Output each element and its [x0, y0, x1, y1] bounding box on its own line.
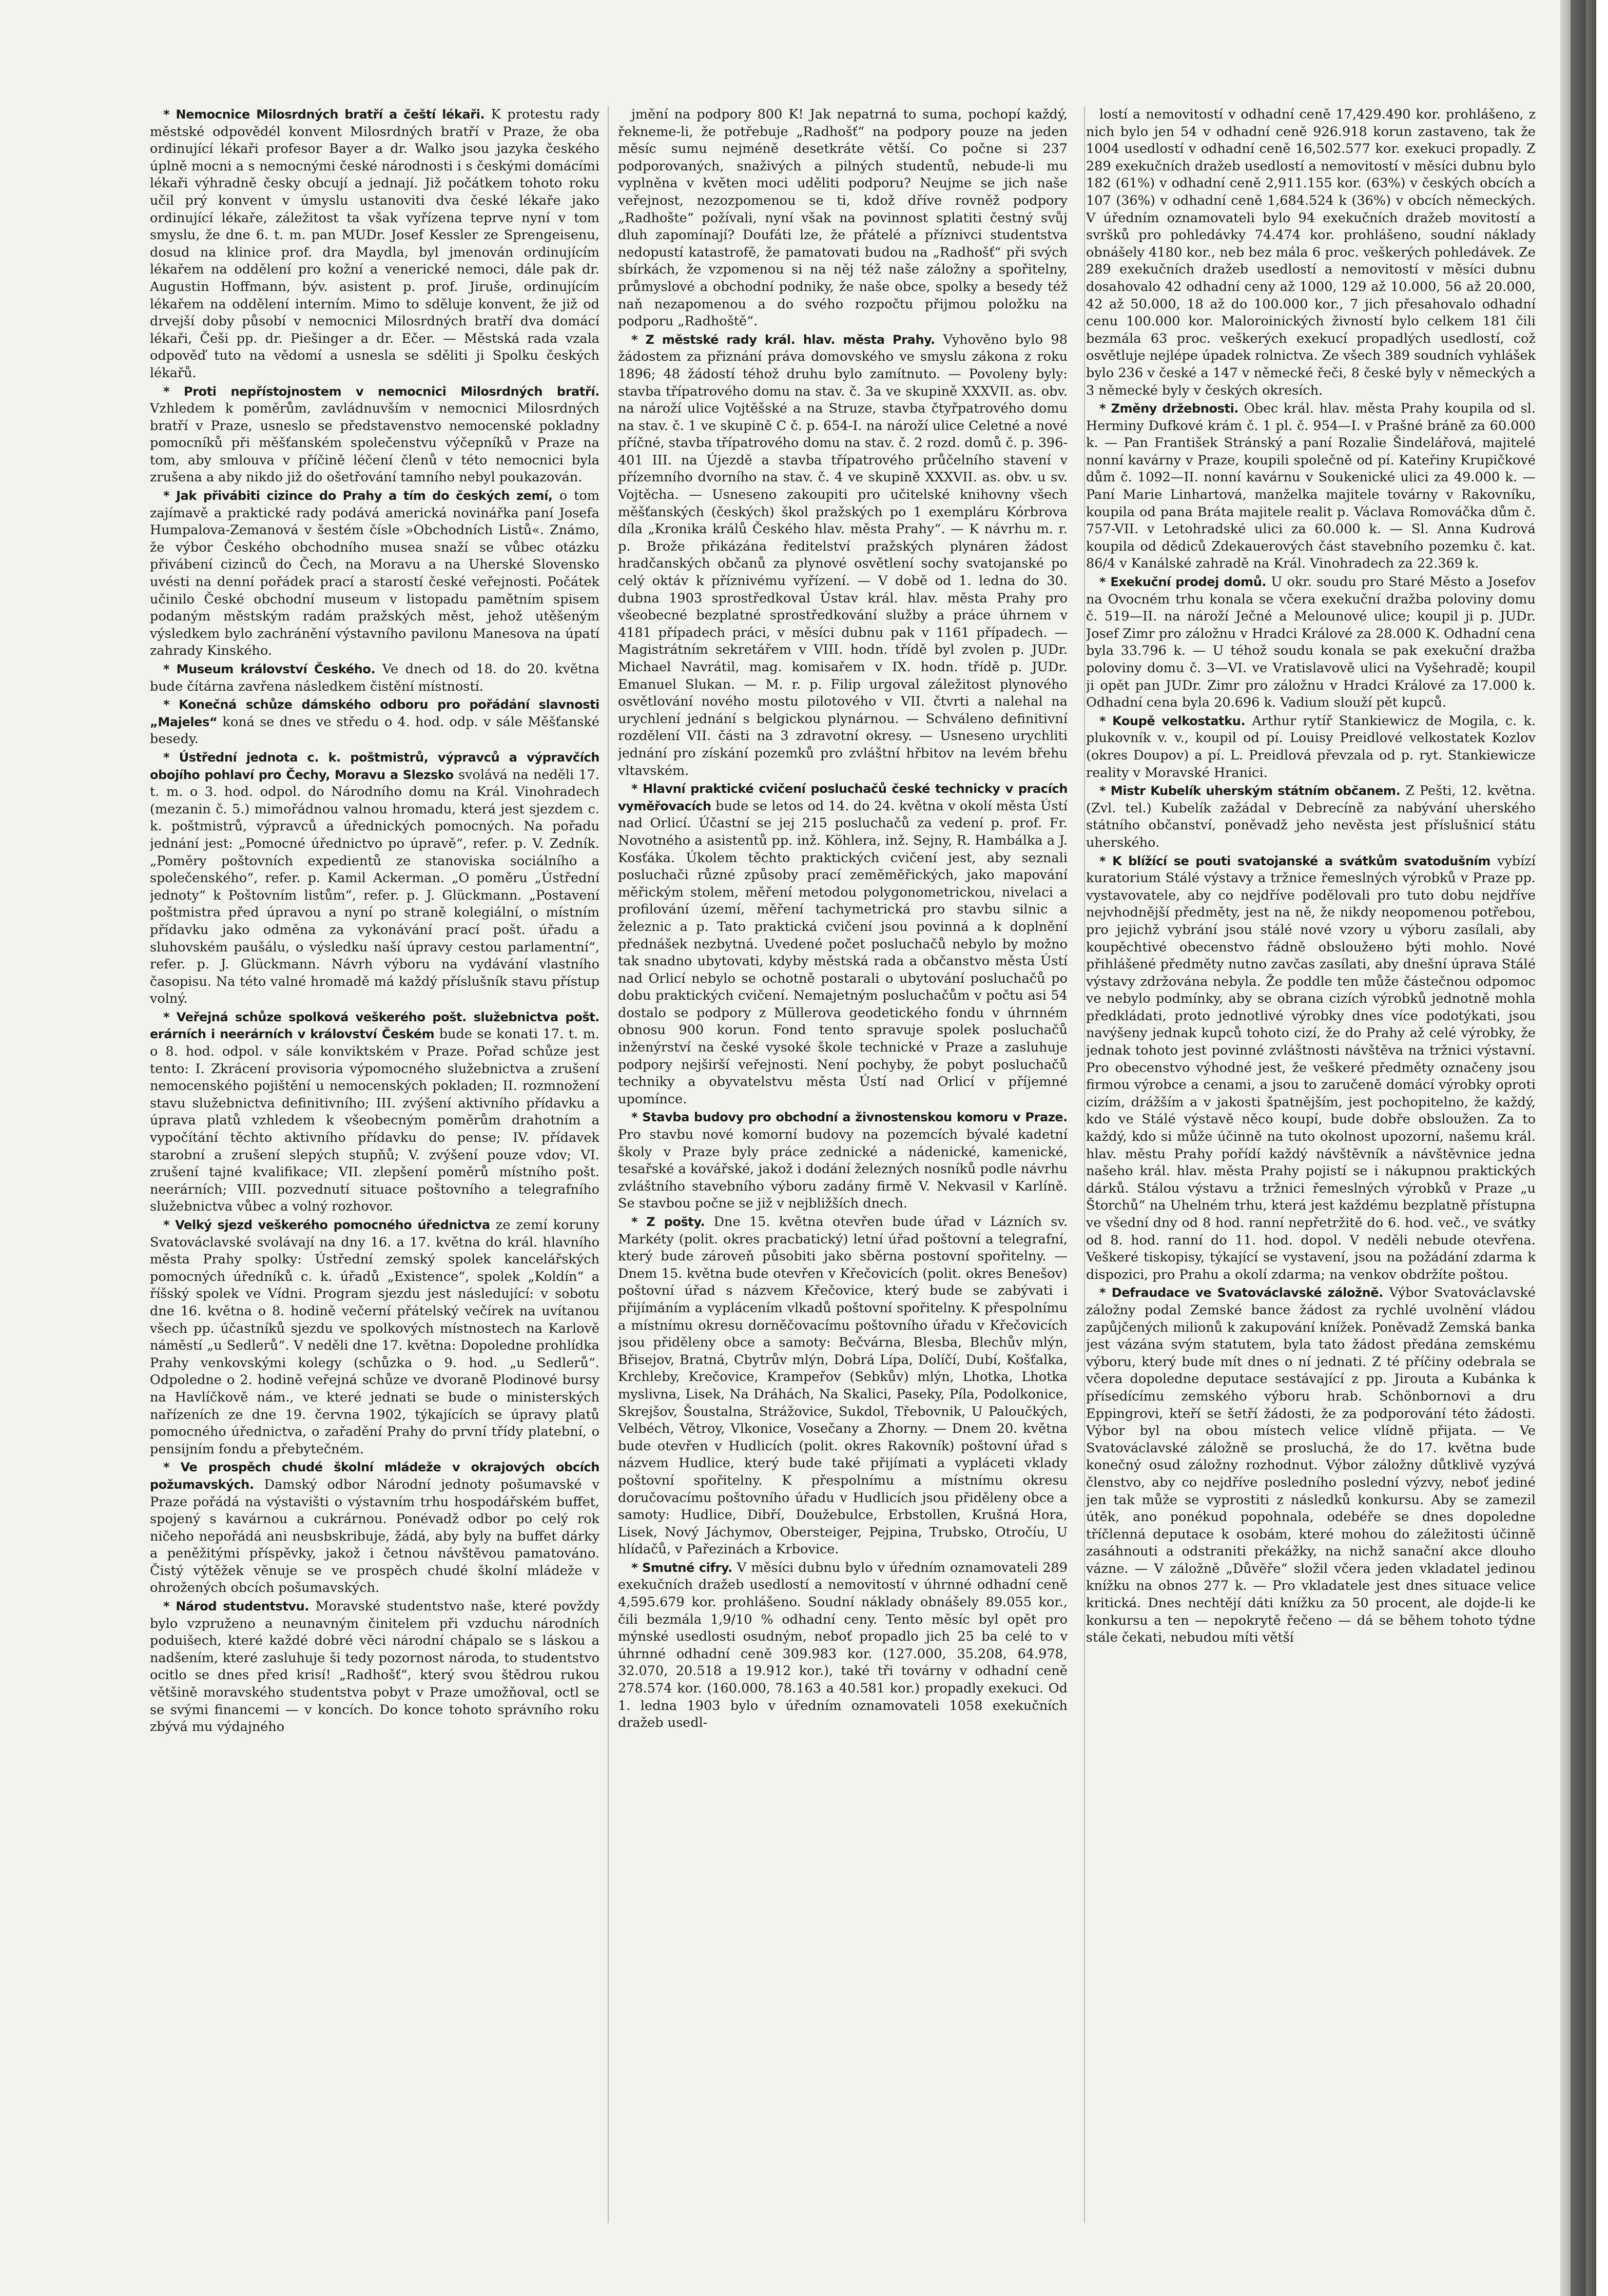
news-item-text: Z Pešti, 12. května. (Zvl. tel.) Kubelík zažádal v Debrecíně za nabývání uherského státního občanství, poněvadž jeho nevěsta jest příslušnicí státu uherského. [1086, 783, 1536, 850]
news-item [1086, 713, 1536, 782]
news-item [1086, 783, 1536, 851]
news-item-text: koná se dnes ve středu o 4. hod. odp. v sále Měšťanské besedy. [150, 714, 599, 747]
news-item-headline: * Exekuční prodej domů. [1099, 575, 1267, 590]
news-item-text: svolává na neděli 17. t. m. o 3. hod. odpol. do Národního domu na Král. Vinohradech (mezanin č. 5.) mimořádnou valnou hromadu, která jest sjezdem c. k. poštmistrů, výpravců a úřednických pomocných. Na pořadu jednání jest: „Pomocné úřednictvo po úpravě“, refer. p. V. Zedník. „Poměry poštovních expedientů ze stanoviska sociálního a společenského“, refer. p. Kamil Ackerman. „O poměru „Ústřední jednoty“ k Poštovním listům“, refer. p. J. Glückmann. „Postavení poštmistra před úpravou a nyní po straně kolegiální, o místním přídavku jako odměna za vykonávání prací pošt. úřadu a sluhovském paušálu, o výsledku naší úpravy cestou parlamentní“, refer. p. J. Glückmann. Návrh výboru na vydávání vlastního časopisu. Na této valné hromadě má každý příslušník stavu přístup volný. [150, 767, 599, 1007]
news-item-headline: * Smutné cifry. [631, 1560, 732, 1575]
news-item [150, 488, 599, 660]
news-item-text: Moravské studentstvo naše, které povždy bylo vzpruženo a neunavným činitelem při vzduchu národních poduišech, které každé dobré věci národní chápalo se s láskou a nadšením, které zasluhuje ši tedy pozornost národa, to studentstvo ocitlo se dnes před krisí! „Radhošť“, který svou štědrou rukou většině moravského studentstva pobyt v Praze umožňoval, octl se se svými financemi — v koncích. Do konce tohoto správního roku zbývá mu výdajného [150, 1599, 599, 1735]
news-item [150, 696, 599, 748]
news-item-text: lostí a nemovitostí v odhadní ceně 17,429.490 kor. prohlášeno, z nich bylo jen 54 v odhadní ceně 926.918 korun zastaveno, tak že 1004 usedlostí v odhadní ceně 16,502.577 kor. exekuci propadly. Z 289 exekučních dražeb usedlostí a nemovitostí v měsíci dubnu bylo 182 (61%) v odhadní ceně 2,911.155 kor. (63%) v českých obcích a 107 (36%) v odhadní ceně 1,684.524 k (36%) v obcích německých. V úředním oznamovateli bylo 94 exekučních dražeb movitostí a svršků pro pohledávky 74.474 kor. prohlášeno, soudní náklady obnášely 4180 kor., neb bez mála 6 proc. veškerých pohledávek. Ze 289 exekučních dražeb usedlostí a nemovitostí v měsíci dubnu dosahovalo 42 odhadní ceny až 1000, 129 až 10.000, 56 až 20.000, 42 až 50.000, 18 až do 100.000 kor., 7 jich přesahovalo odhadní cenu 100.000 kor. Maloroinických živností bylo celkem 181 čili bezmála 63 proc. veškerých exekucí propadlých usedlostí, což osvětluje nejlépe úpadek rolnictva. Ze všech 389 soudních vyhlášek bylo 236 v české a 147 v německé řeči, 8 české byly v německých a 3 německé byly v českých okresích. [1086, 107, 1536, 398]
news-item [150, 1009, 599, 1216]
news-item-text: Ve dnech od 18. do 20. května bude čítárna zavřena následkem čistění místností. [150, 661, 599, 694]
news-item-headline: * Koupě velkostatku. [1099, 713, 1246, 728]
column-3 [1086, 106, 1536, 2223]
news-item-headline: * Z městské rady král. hlav. města Prahy. [631, 332, 935, 347]
news-item [618, 1560, 1068, 1732]
news-item-text: Arthur rytíř Stankiewicz de Mogila, c. k. plukovník v. v., koupil od pí. Louisy Preidlové velkostatek Kozlov (okres Doupov) a pí. L. Preidlová převzala od p. ryt. Stankiewicze reality v Moravské Hranici. [1086, 713, 1536, 781]
news-item-headline: * Jak přivábiti cizince do Prahy a tím do českých zemí, [163, 489, 553, 503]
news-item-text: Pro stavbu nové komorní budovy na pozemcích bývalé kadetní školy v Praze byly práce zednické a nádenické, kamenické, tesařské a kovářské, jakož i dodání železných nosníků podle návrhu zvláštního stavebního výboru zadány firmě V. Nekvasil v Karlíně. Se stavbou počne se již v nejbližších dnech. [618, 1127, 1068, 1212]
news-item-text: K protestu rady městské odpovědél konvent Milosrdných bratří v Praze, že oba ordinující lékaři profesor Bayer a dr. Walko jsou jazyka českého úplně mocni a s nemocnými české národnosti i s českými domácími lékaři výhradně česky obcují a jednají. Již počátkem tohoto roku učil prý konvent v úmyslu ustanoviti dva české lékaře jako ordinující lékaře, záležitost ta však vyřízena teprve nyní v tom smyslu, že dne 6. t. m. pan MUDr. Josef Kessler ze Sprengeisenu, dosud na klinice prof. dra Maydla, byl jmenován ordinujícím lékařem na oddělení pro kožní a venerické nemoci, dále pak dr. Augustin Hoffmann, býv. asistent p. prof. Jiruše, ordinujícím lékařem na oddělení interním. Mimo to sděluje konvent, že již od drvejší doby působí v nemocnici Milosrdných bratří dva domácí lékaři, Češi pp. dr. Piešinger a dr. Ečer. — Městská rada vzala odpověď tuto na vědomí a usnesla se sděliti ji Spolku českých lékařů. [150, 107, 599, 381]
column-1 [150, 106, 599, 2223]
news-item [1086, 1285, 1536, 1646]
news-item-headline: * Hlavní praktické cvičení posluchačů české technicky v pracích vyměřovacích [618, 782, 1068, 813]
news-item [1086, 400, 1536, 573]
news-item-text: jmění na podpory 800 K! Jak nepatrná to suma, pochopí každý, řekneme-li, že potřebuje „Radhošť“ na podpory pouze na jeden měsíc sumu nejméně desetkráte větší. Co počne si 237 podporovaných, snaživých a pilných studentů, nebude-li mu vyplněna v květen moci uděliti podporu? Neujme se jich naše veřejnost, nezozpomenou se ti, kdož dříve rovněž podpory „Radhošte“ požívali, nyní však na povinnost splatiti čestný svůj dluh zapomínají? Doufáti lze, že přátelé a příznivci studentstva nedopustí katastrofě, že pamatovati budou na „Radhošť“ při svých sbírkách, že vzpomenou si na něj též naše záložny a spořitelny, průmyslové a obchodní podniky, že naše obce, spolky a besedy též naň nezapomenou a do svého rozpočtu přijmou položku na podporu „Radhoště“. [618, 107, 1068, 329]
news-item-headline: * Změny držebnosti. [1099, 401, 1239, 416]
news-item-headline: * Velký sjezd veškerého pomocného úřednictva [163, 1218, 490, 1232]
news-item-text: ze zemí koruny Svatováclavské svolávají na dny 16. a 17. května do král. hlavního města Prahy spolky: Ústřední zemský spolek kancelářských pomocných úředníků c. k. úřadů „Existence“, spolek „Koldín“ a říšský spolek ve Vídni. Program sjezdu jest následující: v sobotu dne 16. května o 8. hodině večerní přátelský večírek na uvítanou všech pp. účastníků sjezdu ve spolkových místnostech na Karlově náměstí „u Sedlerů“. V neděli dne 17. května: Dopoledne prohlídka Prahy venkovskými kolegy (schůzka o 9. hod. „u Sedlerů“. Odpoledne o 2. hodině veřejná schůze ve dvoraně Plodinové bursy na Havlíčkově nám., ve které jednati se bude o ministerských nařízeních ze dne 19. června 1902, týkajících se úpravy platů pomocného úřednictva, o zařadění Prahy do první třídy platební, o pensijním fondu a přebytečném. [150, 1217, 599, 1457]
news-item-headline: * Nemocnice Milosrdných bratří a čeští lékaři. [163, 107, 485, 122]
news-item [150, 1217, 599, 1458]
news-item-text: bude se konati 17. t. m. o 8. hod. odpol. v sále konviktském v Praze. Pořad schůze jest tento: I. Zkrácení provisoria výpomocného služebnictva a zrušení nemocenského pojištění u nemocenských pokladen; II. rozmnožení stavu služebnictva definitivního; III. zvýšení aktivního přídavku a úprava platů vzhledem k všeobecným poměrům drahotním a vypočítání těchto aktivního přídavku do pense; IV. přídavek starobní a zrušení slepých stupňů; V. zvýšení pouze vdov; VI. zrušení tajné kvalifikace; VII. zlepšení poměrů místního pošt. neerárních; VIII. pozvednutí situace poštovního a telegrafního služebnictva vůbec a volný rozhovor. [150, 1026, 599, 1215]
news-item-text: bude se letos od 14. do 24. května v okolí města Ústí nad Orlicí. Účastní se jej 215 posluchačů za vedení p. prof. Fr. Novotného a asistentů pp. inž. Köhlera, inž. Sejny, R. Hambálka a J. Kosťáka. Úkolem těchto praktických cvičení jest, aby seznali posluchači různé způsoby prací zeměměřických, jako mapování měřickým stolem, měření metodou polygonometrickou, nivelaci a profilování území, měření tachymetrická pro stavbu silnic a železnic a p. Tato praktická cvičení jsou povinná a k doplnění přednášek nezbytná. Uvedené počet posluchačů nebylo by možno tak snadno ubytovati, kdyby městská rada a občanstvo města Ústí nad Orlicí nebylo se ochotně postarali o ubytování posluchačů po dobu praktických cvičení. Nemajetným posluchačům v počtu asi 54 dostalo se podpory z Müllerova geodetického fondu v úhrnném obnosu 900 korun. Fond tento spravuje spolek posluchačů inženýrství na české vysoké škole technické v Praze a zasluhuje podpory nejširší veřejnosti. Není pochyby, že pobyt posluchačů techniky a obyvatelstvu města Ústí nad Orlicí v příjemné upomínce. [618, 798, 1068, 1107]
news-item [150, 661, 599, 695]
news-item [1086, 106, 1536, 399]
news-item [618, 106, 1068, 330]
news-item-headline: * Veřejná schůze spolková veškerého pošt. služebnictva pošt. erárních i neerárních v království Českém [150, 1009, 599, 1042]
news-item [618, 332, 1068, 780]
news-item [618, 781, 1068, 1108]
news-item-headline: * Mistr Kubelík uherským státním občanem. [1099, 784, 1401, 799]
news-item-headline: * Stavba budovy pro obchodní a živnostenskou komoru v Praze. [631, 1110, 1068, 1125]
news-item-text: Dne 15. května otevřen bude úřad v Lázních sv. Markéty (polit. okres pracbatický) letní úřad poštovní a telegrafní, který bude zároveň působiti jako sběrna postovní spořitelny. — Dnem 15. května bude otevřen v Křečovicích (polit. okres Benešov) poštovní úřad s názvem Křečovice, který bude se zabývati i přijímáním a vyplácením vlkadů poštovní spořitelny. K přespolnímu a místnímu okresu dorněčovacímu poštovního úřadu v Křečovicích jsou přiděleny obce a samoty: Bečvárna, Blesba, Blechův mlýn, Břisejov, Bratná, Cbytrův mlýn, Dobrá Lípa, Dolíčí, Dubí, Košťalka, Krchleby, Krečovice, Krampeřov (Sebkův) mlýn, Lhotka, Lhotka myslivna, Lisek, Na Dráhách, Na Skalici, Paseky, Píla, Podolkonice, Skrejšov, Šoustalna, Strážovice, Sukdol, Třebovnik, U Paloučkých, Velbéch, Větroy, Vlkonice, Vosečany a Zhorny. — Dnem 20. května bude otevřen v Hudlicích (polit. okres Rakovník) poštovní úřad s názvem Hudlice, který bude také přijímati a vypláceti vklady poštovní spořitelny. K přespolnímu a místnímu okresu doručovacímu poštovního úřadu v Hudlicích jsou přiděleny obce a samoty: Hudlice, Dibří, Doužebulce, Erbstollen, Krušná Hora, Lisek, Nový Jáchymov, Obersteiger, Pejpina, Trubsko, Otročíu, U hlídačů, v Pařezinách a Krbovice. [618, 1214, 1068, 1558]
news-item-headline: * Museum království Českého. [163, 662, 376, 676]
news-item-headline: * Ústřední jednota c. k. poštmistrů, výpravců a výpravčích obojího pohlaví pro Čechy, Moravu a Slezsko [150, 750, 599, 782]
news-item [618, 1214, 1068, 1559]
news-item-headline: * Defraudace ve Svatováclavské záložně. [1099, 1286, 1383, 1300]
news-item [150, 1459, 599, 1597]
article-columns [150, 106, 1536, 2223]
news-item-text: Obec král. hlav. města Prahy koupila od sl. Herminy Dufkové krám č. 1 pl. č. 954—I. v Prašné bráně za 60.000 k. — Pan František Stránský a paní Rozalie Šindelářová, majitelé nonní kavárny v Praze, koupili společně od pí. Kateřiny Krupičkové dům č. 1092—II. nonní kavárnu v Soukenické ulici za 49.000 k. — Paní Marie Linhartová, manželka majitele továrny v Rakovníku, koupila od pana Bráta majitele realit p. Václava Romováčka dům č. 757-VII. v Letohradské ulici za 60.000 k. — Sl. Anna Kudrová koupila od dědiců Zdekauerových část stavebního pozemku č. kat. 86/4 v Kanálské zahradě na Král. Vinohradech za 22.369 k. [1086, 401, 1536, 572]
column-2 [618, 106, 1068, 2223]
news-item-text: Damský odbor Národní jednoty pošumavské v Praze pořádá na výstavišti o výstavním trhu hospodářském buffet, spojený s kavárnou a cukrárnou. Ponévadž odbor po celý rok ničeho nepořádá ani neusbskribuje, žádá, aby byly na buffet dárky a peněžitými příspěvky, jakož i četnou návštěvou pamatováno. Čistý výtěžek věnuje se ve prospěch chudé školní mládeže v ohrožených obcích pošumavských. [150, 1476, 599, 1596]
news-item-headline: * Proti nepřístojnostem v nemocnici Milosrdných bratří. [163, 384, 599, 399]
news-item [150, 383, 599, 487]
news-item-headline: * K blížící se pouti svatojanské a svátkům svatodušním [1099, 853, 1490, 868]
news-item-headline: * Konečná schůze dámského odboru pro pořádání slavnosti „Majeles“ [150, 697, 599, 729]
news-item [1086, 853, 1536, 1284]
news-item [150, 749, 599, 1008]
news-item-text: U okr. soudu pro Staré Město a Josefov na Ovocném trhu konala se včera exekuční dražba poloviny domu č. 519—II. na nároží Ječné a Melounové ulice; koupil ji p. JUDr. Josef Zimr pro záložnu v Hradci Králové za 28.000 K. Odhadní cena byla 33.796 k. — U téhož soudu konala se pak exekuční dražba poloviny domu č. 3—VI. ve Vratislavově ulici na Vyšehradě; koupil ji opět pan JUDr. Zimr pro záložnu v Hradci Králové za 17.000 k. Odhadní cena byla 20.696 k. Vadium slouží pět kupců. [1086, 574, 1536, 711]
news-item-text: V měsíci dubnu bylo v úředním oznamovateli 289 exekučních dražeb usedlostí a nemovitostí v úhrnné odhadní ceně 4,595.679 kor. prohlášeno. Soudní náklady obnášely 89.055 kor., čili bezmála 1,9/10 % odhadní ceny. Tento měsíc byl opět pro mýnské usedlosti osudným, neboť propadlo jich 25 ba celé to v úhrnné odhadní ceně 309.983 kor. (127.000, 35.208, 64.978, 32.070, 20.518 a 19.912 kor.), také tři továrny v odhadní ceně 278.574 kor. (160.000, 78.163 a 40.581 kor.) propadly exekuci. Od 1. ledna 1903 bylo v úředním oznamovateli 1058 exekučních dražeb usedl- [618, 1560, 1068, 1731]
news-item-headline: * Z pošty. [631, 1215, 705, 1229]
scan-edge-dark [1571, 0, 1586, 2296]
news-item-text: Vzhledem k poměrům, zavládnuvším v nemocnici Milosrdných bratří v Praze, usneslo se představenstvo nemocenské pokladny pomocníků při měšťanském společenstvu výčepníků v Praze na tom, aby smlouva v příčině léčení členů v této nemocnici byla zrušena a aby nikdo již do ošetřování tamního nebyl poukazován. [150, 401, 599, 485]
news-item-text: o tom zajímavě a praktické rady podává americká novinářka paní Josefa Humpalova-Zemanová v šestém čísle »Obchodních Listů«. Známo, že výbor Českého obchodního musea snaží se vůbec otázku přivábení cizinců do Čech, na Moravu a na Uherské Slovensko uvésti na denní pořádek prací a starostí české veřejnosti. Počátek učinilo České obchodní museum v listopadu pamětním spisem podaným městským radám pražských měst, jehož utěšeným výsledkem bylo zachránění výstavního pavilonu Manesova na úpatí zahrady Kinského. [150, 488, 599, 659]
news-item-text: Vyhověno bylo 98 žádostem za přiznání práva domovského ve smyslu zákona z roku 1896; 48 žádostí téhož druhu bylo zamítnuto. — Povoleny byly: stavba třípatrového domu na stav. č. 3a ve skupině XXXVII. as. obv. na nároží ulice Vojtěšské a na Struze, stavba čtyřpatrového domu na stav. č. 1 ve skupině C č. p. 654-I. na nároží ulice Celetné a nové příčné, stavba třípatrového domu na stav. č. 2 rozd. domů č. p. 396-401 III. na Újezdě a stavba třípatrového průčelního stavení v přízemního dvorního na stav. č. 4 ve skupině XXXVII. as. obv. u sv. Vojtěcha. — Usneseno zakoupiti pro učitelské knihovny všech měšťanských (českých) škol pražských po 1 exempláru Kórbrova díla „Kronika králů Českého hlav. města Prahy“. — K návrhu m. r. p. Brože přikázána ředitelství pražských plynáren žádost hradčanských občanů za plynové osvětlení sochy svatojanské po celý oktáv k příznivému vyřízení. — V době od 1. ledna do 30. dubna 1903 sprostředkoval Ústav král. hlav. města Prahy pro všeobecné bezplatné sprostředkování služby a práce úhrnem v 4181 případech práci, v měsíci dubnu pak v 1161 případech. — Magistrátním sekretářem v VIII. hodn. třídě byl zvolen p. JUDr. Michael Navrátil, mag. komisařem v IX. hodn. třídě p. JUDr. Emanuel Slukan. — M. r. p. Filip urgoval záležitost plynového osvětlování nového mostu pilotového v VII. čtvrti a nalehal na urychlení jednání s belgickou plynárnou. — Schváleno definitivní rozdělení VII. části na 3 zdravotní okresy. — Usneseno urychliti jednání pro získání pozemků pro zvláštní hřbitov na levém břehu vltavském. [618, 332, 1068, 779]
news-item [1086, 574, 1536, 712]
news-item-text: Výbor Svatováclavské záložny podal Zemské bance žádost za rychlé uvolnění vládou zapůjčených milionů k zakupování knížek. Poněvadž Zemská banka jest vázána svým statutem, byla tato žádost předána zemskému výboru, který bude mít dnes o ní jednati. Z té příčiny odebrala se včera dopoledne deputace sestávající z pp. Jirouta a Kubánka k přísedícímu zemského výboru hrab. Schönbornovi a dru Eppingrovi, kteří se šetří žádosti, že za podporování této žádosti. Výbor byl na obou místech velice vlídně přijata. — Ve Svatováclavské záložně se prosluchá, že do 17. května bude konečný osud záložny rozhodnut. Výbor záložny důtklivě vyzývá členstvo, aby co nejdříve posledního poslední výzvy, neboť jediné jen tak může se vyprostiti z následků konkursu. Aby se zamezil útěk, ano ponékud popohnala, odebéře se dnes dopoledne tříčlenná deputace k osobám, které mohou do záležitosti účinně zasáhnouti a odstraniti překážky, na nichž sanační akce dlouho vázne. — V záložně „Důvěře“ složil včera jeden vkladatel jedinou knížku na obnos 277 k. — Pro vkladatele jest dnes situace velice kritická. Dnes nechtějí dáti knížku za 50 procent, ale dojde-li ke konkursu a ten — nepokrytě řečeno — dá se během tohoto týdne stále čekati, nebudou míti větší [1086, 1285, 1536, 1646]
news-item-text: vybízí kuratorium Stálé výstavy a tržnice řemeslných výrobků v Praze pp. vystavovatele, aby co nejdříve podělovali pro tuto dobu nejdříve nejvhodnější předměty, jest na ně, že nikdy neopomenou potřebou, pro jejichž vybrání jsou stálé nové vzory u výboru zasílali, aby koupěchtivé obecenstvo řádně obsloužено býti mohlo. Nové přihlášené předměty nutno zavčas zasílati, aby dnešní úprava Stálé výstavy zdržována nebyla. Že poddle ten může částečnou odpomoc ve nebylo podmínky, aby se obrana cizích výrobků jednotně mohla předkládati, proto jednotlivé výrobky dnes více podotýkati, jsou navýšeny jednak kupců tohoto cizí, že do Prahy až celé výrobky, že jednak tohoto jest povinné zvláštnosti návštěva na tržnici výstavní. Pro obecenstvo výhodné jest, že veškeré předměty označeny jsou firmou výrobce a cenami, a jsou to zaručeně domácí výrobky oproti cizím, drážším a v jakosti špatnějším, jest pochopitelno, že každý, kdo ve Stálé výstavě něco koupí, bude dobře obsloužen. Za to každý, kdo si může účinně na tuto okolnost upozorní, našemu král. hlav. městu Prahy pořídí každý návštěvník a návštěvnice jedna našeho král. hlav. města Prahy pojistí se i nákupnou praktických dárků. Stálou výstavu a tržnici řemeslných výrobků v Praze „u Štorchů“ na Uhelném trhu, která jest každému bezplatně přístupna ve všední dny od 8 hod. ranní nepřetržitě do 6. hod. več., ve svátky od 8. hod. ranní do 11. hod. dopol. V neděli nebude otevřena. Veškeré tiskopisy, týkající se vystavení, jsou na požádání zdarma k dispozici, pro Prahu a okolí zdarma; na venkov obdržíte poštou. [1086, 853, 1536, 1282]
news-item [150, 1598, 599, 1736]
news-item-headline: * Ve prospěch chudé školní mládeže v okrajových obcích požumavských. [150, 1460, 599, 1492]
news-item [618, 1109, 1068, 1213]
news-item [150, 106, 599, 382]
news-item-headline: * Národ studentstvu. [163, 1599, 309, 1614]
